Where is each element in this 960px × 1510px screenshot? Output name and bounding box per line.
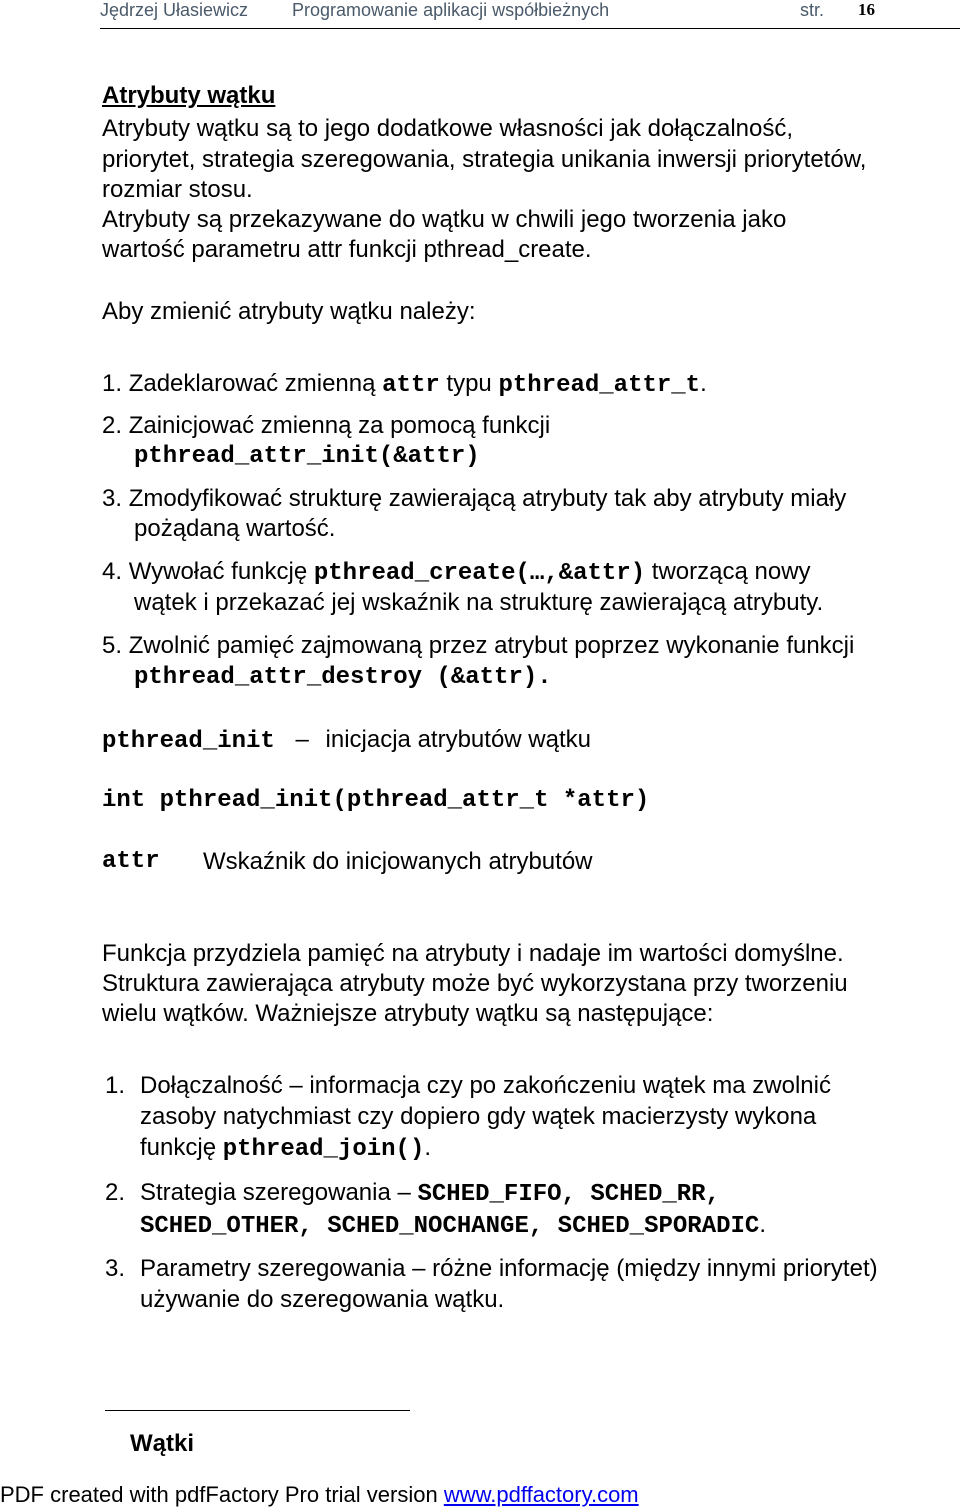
step-5-code: pthread_attr_destroy (&attr).	[134, 664, 552, 691]
item-2-number: 2.	[105, 1179, 126, 1206]
step-number: 4.	[102, 558, 123, 585]
header-page-number: 16	[858, 0, 875, 19]
section-title: Atrybuty wątku	[102, 82, 276, 109]
step-text: Wywołać funkcję	[128, 558, 314, 585]
step-number: 3.	[102, 485, 123, 512]
code-inline: pthread_join()	[222, 1136, 425, 1163]
step-text: Zwolnić pamięć zajmowaną przez atrybut poprzez wykonanie funkcji	[128, 632, 855, 659]
code-inline: pthread_create(…,&attr)	[313, 560, 646, 587]
intro-line-3: rozmiar stosu.	[102, 176, 253, 203]
item-2-line-2	[140, 1209, 766, 1242]
header-page-label: str.	[800, 0, 825, 20]
code-inline: SCHED_FIFO, SCHED_RR,	[417, 1181, 720, 1208]
step-number: 1.	[102, 370, 123, 397]
footer-title: Wątki	[130, 1430, 195, 1457]
body-line-1: Funkcja przydziela pamięć na atrybuty i nadaje im wartości domyślne.	[102, 940, 844, 967]
step-number: 5.	[102, 632, 123, 659]
step-4-cont: wątek i przekazać jej wskaźnik na strukturę zawierającą atrybuty.	[134, 589, 824, 616]
step-number: 2.	[102, 412, 123, 439]
param-name: attr	[102, 848, 160, 875]
body-line-2: Struktura zawierająca atrybuty może być wykorzystana przy tworzeniu	[102, 970, 848, 997]
code-inline: pthread_attr_t	[498, 372, 701, 399]
step-3-cont: pożądaną wartość.	[134, 515, 336, 542]
function-heading	[102, 724, 591, 757]
param-desc: Wskaźnik do inicjowanych atrybutów	[203, 848, 593, 875]
step-2	[102, 410, 550, 441]
step-3	[102, 483, 846, 514]
pdf-footer	[0, 1482, 639, 1508]
function-name: pthread_init	[102, 728, 275, 755]
intro-line-5: wartość parametru attr funkcji pthread_create.	[102, 236, 592, 263]
item-text: .	[759, 1211, 766, 1238]
code-inline: attr	[382, 372, 440, 399]
item-2-line-1	[140, 1177, 720, 1210]
intro-line-1: Atrybuty wątku są to jego dodatkowe własności jak dołączalność,	[102, 115, 794, 142]
item-text: Strategia szeregowania –	[140, 1179, 418, 1206]
item-3-number: 3.	[105, 1255, 126, 1282]
item-3-line-1: Parametry szeregowania – różne informację (między innymi priorytet)	[140, 1255, 878, 1282]
pdf-footer-link[interactable]: www.pdffactory.com	[443, 1482, 639, 1507]
step-4	[102, 556, 811, 589]
step-2-code: pthread_attr_init(&attr)	[134, 443, 480, 470]
body-line-3: wielu wątków. Ważniejsze atrybuty wątku są następujące:	[102, 1000, 714, 1027]
step-1	[102, 368, 707, 401]
item-1-line-1: Dołączalność – informacja czy po zakończeniu wątek ma zwolnić	[140, 1072, 831, 1099]
step-text: tworzącą nowy	[645, 558, 811, 585]
function-dash: –	[295, 726, 309, 753]
header-course: Programowanie aplikacji współbieżnych	[292, 0, 610, 20]
function-signature: int pthread_init(pthread_attr_t *attr)	[102, 787, 650, 814]
item-1-number: 1.	[105, 1072, 126, 1099]
step-text: Zmodyfikować strukturę zawierającą atrybuty tak aby atrybuty miały	[128, 485, 847, 512]
item-1-line-3	[140, 1132, 431, 1165]
header-author: Jędrzej Ułasiewicz	[100, 0, 249, 20]
intro-line-2: priorytet, strategia szeregowania, strategia unikania inwersji priorytetów,	[102, 146, 867, 173]
footer-divider	[105, 1410, 410, 1411]
function-desc: inicjacja atrybutów wątku	[325, 726, 591, 753]
intro-line-4: Atrybuty są przekazywane do wątku w chwili jego tworzenia jako	[102, 206, 787, 233]
pdf-footer-text: PDF created with pdfFactory Pro trial version	[0, 1482, 444, 1507]
item-3-line-2: używanie do szeregowania wątku.	[140, 1286, 505, 1313]
step-text: Zainicjować zmienną za pomocą funkcji	[128, 412, 551, 439]
item-1-line-2: zasoby natychmiast czy dopiero gdy wątek macierzysty wykona	[140, 1103, 817, 1130]
step-text: Zadeklarować zmienną	[128, 370, 383, 397]
step-text: typu	[439, 370, 499, 397]
step-text: .	[700, 370, 707, 397]
item-text: funkcję	[140, 1134, 223, 1161]
page-header	[100, 0, 960, 29]
item-text: .	[424, 1134, 432, 1161]
step-5	[102, 630, 854, 661]
steps-intro: Aby zmienić atrybuty wątku należy:	[102, 298, 476, 325]
code-inline: SCHED_OTHER, SCHED_NOCHANGE, SCHED_SPORADIC	[140, 1213, 760, 1240]
